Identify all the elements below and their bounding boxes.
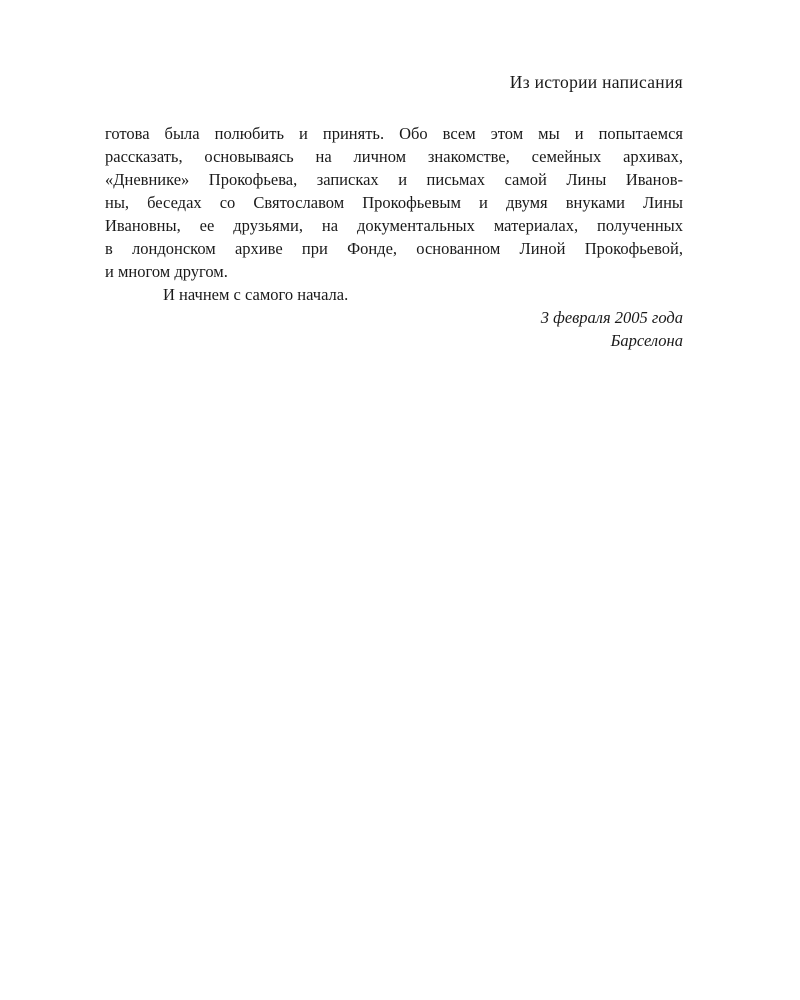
text-line: рассказать, основываясь на личном знакомстве, семейных архивах, bbox=[105, 147, 683, 166]
text-line: в лондонском архиве при Фонде, основанном Линой Прокофьевой, bbox=[105, 239, 683, 258]
signature-date: 3 февраля 2005 года bbox=[540, 308, 683, 327]
closing-line: И начнем с самого начала. bbox=[163, 285, 349, 304]
text-line: ны, беседах со Святославом Прокофьевым и двумя внуками Лины bbox=[105, 193, 683, 212]
running-header-title: Из истории написания bbox=[509, 72, 683, 92]
text-line: Ивановны, ее друзьями, на документальных материалах, полученных bbox=[105, 216, 683, 235]
text-line: и многом другом. bbox=[105, 262, 228, 281]
signature-place: Барселона bbox=[610, 331, 683, 350]
body-text bbox=[105, 122, 683, 352]
text-line: «Дневнике» Прокофьева, записках и письмах самой Лины Иванов- bbox=[105, 170, 683, 189]
text-line: готова была полюбить и принять. Обо всем этом мы и попытаемся bbox=[105, 124, 683, 143]
